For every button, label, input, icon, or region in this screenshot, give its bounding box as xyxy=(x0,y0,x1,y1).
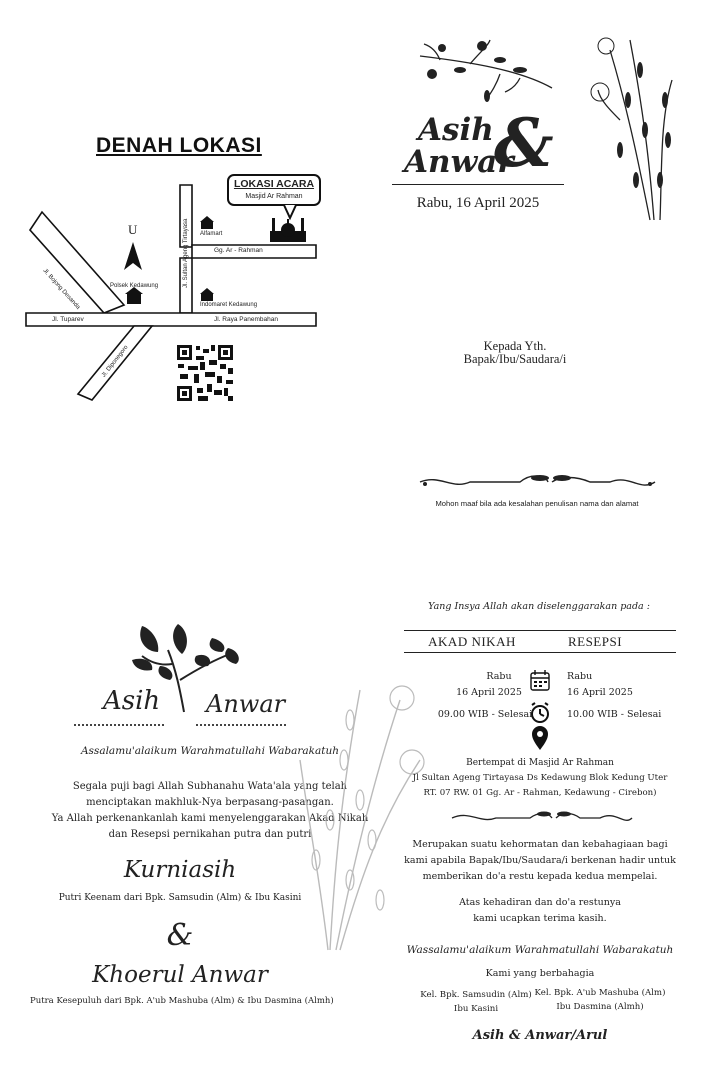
resepsi-date: 16 April 2025 xyxy=(567,687,633,698)
landmark-polsek: Polsek Kedawung xyxy=(110,283,159,289)
recipient-line-1: Kepada Yth. xyxy=(483,339,547,353)
akad-time: 09.00 WIB - Selesai xyxy=(437,709,533,720)
akad-day: Rabu xyxy=(486,671,512,682)
family-2-line-2: Ibu Dasmina (Almh) xyxy=(556,1002,644,1012)
resepsi-title: RESEPSI xyxy=(567,634,623,649)
couple-ampersand: & xyxy=(166,918,194,953)
road-label-raya: Jl. Raya Panembahan xyxy=(214,316,278,323)
recipient-line-2: Bapak/Ibu/Saudara/i xyxy=(463,352,567,366)
map-title: DENAH LOKASI xyxy=(96,134,262,157)
cover-name-1: Asih xyxy=(418,112,494,148)
location-pin-icon xyxy=(532,726,548,750)
akad-title: AKAD NIKAH xyxy=(428,634,516,649)
resepsi-time: 10.00 WIB - Selesai xyxy=(567,709,662,720)
cover-ampersand: & xyxy=(494,104,554,182)
bride-parents: Putri Keenam dari Bpk. Samsudin (Alm) & Ibu Kasini xyxy=(58,893,302,903)
message-line-3: memberikan do'a restu kepada kedua mempelai. xyxy=(422,871,658,882)
venue-line-2: Jl Sultan Ageng Tirtayasa Ds Kedawung Blok Kedung Uter xyxy=(412,773,668,783)
venue-callout-title: LOKASI ACARA xyxy=(233,178,315,190)
akad-date: 16 April 2025 xyxy=(456,687,522,698)
opening-para-2: menciptakan makhluk-Nya berpasang-pasangan. xyxy=(86,797,334,808)
venue-line-1: Bertempat di Masjid Ar Rahman xyxy=(466,758,614,768)
landmark-alfamart: Alfamart xyxy=(200,231,223,237)
groom-parents: Putra Kesepuluh dari Bpk. A'ub Mashuba (Alm) & Ibu Dasmina (Almh) xyxy=(30,996,334,1006)
happy-line: Kami yang berbahagia xyxy=(485,968,595,979)
bride-name: Kurniasih xyxy=(123,857,237,883)
family-2-line-1: Kel. Bpk. A'ub Mashuba (Alm) xyxy=(534,988,666,998)
opening-para-1: Segala puji bagi Allah Subhanahu Wata'ala yang telah xyxy=(72,781,348,792)
message-line-2: kami apabila Bapak/Ibu/Saudara/i berkenan hadir untuk xyxy=(404,855,676,866)
north-label: U xyxy=(128,222,138,237)
family-1-line-1: Kel. Bpk. Samsudin (Alm) xyxy=(420,990,532,1000)
venue-callout-subtitle: Masjid Ar Rahman xyxy=(245,193,303,200)
resepsi-day: Rabu xyxy=(567,671,593,682)
message-line-4: Atas kehadiran dan do'a restunya xyxy=(459,897,621,908)
road-label-diponegoro: Jl. Diponegoro xyxy=(101,344,130,379)
event-intro: Yang Insya Allah akan diselenggarakan pada : xyxy=(428,601,650,612)
opening-para-3: Ya Allah perkenankanlah kami menyelenggarakan Akad Nikah xyxy=(51,813,369,824)
inner-name-2: Anwar xyxy=(206,690,286,718)
road-label-bojong: Jl. Bojong Desanda xyxy=(41,268,81,311)
cover-date: Rabu, 16 April 2025 xyxy=(416,195,540,211)
clock-icon xyxy=(532,703,548,722)
cover-name-2: Anwar xyxy=(404,144,514,180)
venue-line-3: RT. 07 RW. 01 Gg. Ar - Rahman, Kedawung - Cirebon) xyxy=(423,788,657,798)
inner-name-1: Asih xyxy=(103,686,161,716)
road-label-tuparev: Jl. Tuparev xyxy=(52,316,84,323)
greeting-arabic: Assalamu'alaikum Warahmatullahi Wabarakatuh xyxy=(80,745,340,757)
signature: Asih & Anwar/Arul xyxy=(472,1028,608,1043)
apology-note: Mohon maaf bila ada kesalahan penulisan nama dan alamat xyxy=(435,499,639,508)
road-label-sultan: Jl. Sultan Ageng Tirtayasa xyxy=(183,218,189,288)
groom-name: Khoerul Anwar xyxy=(92,962,268,988)
message-line-5: kami ucapkan terima kasih. xyxy=(473,913,607,924)
family-1-line-2: Ibu Kasini xyxy=(453,1004,499,1014)
message-line-1: Merupakan suatu kehormatan dan kebahagiaan bagi xyxy=(412,839,668,850)
opening-para-4: dan Resepsi pernikahan putra dan putri xyxy=(108,829,312,840)
closing-greeting: Wassalamu'alaikum Warahmatullahi Wabarakatuh xyxy=(406,944,674,956)
road-label-gg: Gg. Ar - Rahman xyxy=(214,247,263,254)
landmark-indomaret: Indomaret Kedawung xyxy=(200,302,258,308)
